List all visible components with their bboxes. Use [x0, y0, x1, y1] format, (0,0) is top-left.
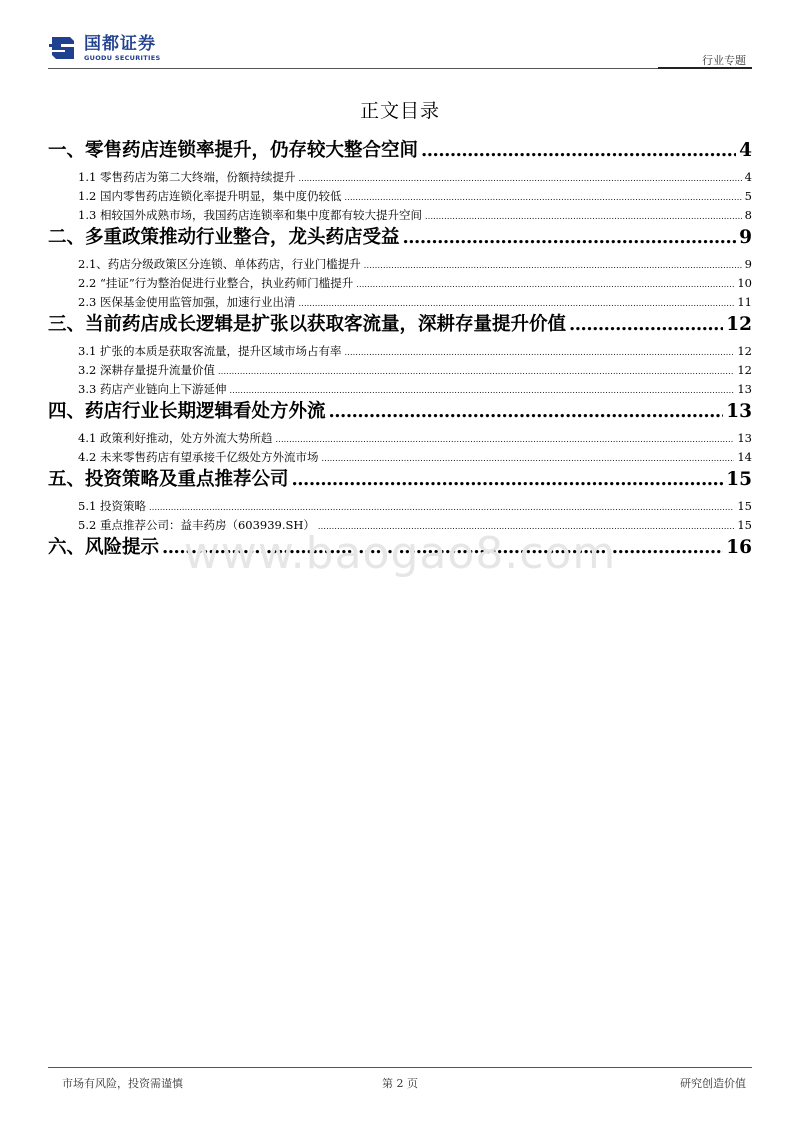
toc-entry-page: 12 [737, 344, 752, 358]
toc-entry-label: 1.2 国内零售药店连锁化率提升明显，集中度仍较低 [78, 189, 342, 203]
toc-leader-dots [321, 449, 734, 468]
toc-entry-page: 10 [737, 276, 752, 290]
toc-leader-dots [364, 256, 742, 275]
toc-entry[interactable] [48, 187, 752, 206]
page-number: 第 2 页 [382, 1077, 418, 1090]
toc-entry-label: 五、投资策略及重点推荐公司 [48, 469, 289, 490]
toc-entry-page: 4 [739, 140, 752, 161]
toc-leader-dots [149, 498, 734, 517]
toc-entry[interactable] [48, 168, 752, 187]
toc-entry-label: 3.3 药店产业链向上下游延伸 [78, 382, 227, 396]
footer-disclaimer: 市场有风险，投资需谨慎 [62, 1077, 183, 1090]
toc-entry-page: 15 [737, 499, 752, 513]
footer-divider [48, 1067, 752, 1068]
toc-entry-page: 14 [737, 450, 752, 464]
toc-entry-label: 5.1 投资策略 [78, 499, 146, 513]
toc-leader-dots [344, 188, 741, 207]
toc-entry[interactable] [48, 361, 752, 380]
toc-entry-page: 11 [737, 295, 752, 309]
toc-entry-label: 六、风险提示 [48, 537, 160, 558]
footer-slogan: 研究创造价值 [680, 1077, 746, 1090]
toc-entry-page: 12 [726, 314, 752, 335]
toc-leader-dots [425, 207, 742, 226]
logo-chinese-name: 国都证券 [84, 34, 156, 54]
toc-entry-label: 2.1、药店分级政策区分连锁、单体药店，行业门槛提升 [78, 257, 361, 271]
toc-entry-page: 15 [726, 469, 752, 490]
toc-entry-label: 四、药店行业长期逻辑看处方外流 [48, 401, 326, 422]
toc-entry-label: 二、多重政策推动行业整合，龙头药店受益 [48, 227, 400, 248]
toc-entry-label: 2.3 医保基金使用监管加强，加速行业出清 [78, 295, 296, 309]
toc-entry[interactable] [48, 255, 752, 274]
toc-leader-dots [298, 169, 741, 188]
table-of-contents [48, 138, 752, 565]
toc-leader-dots [298, 294, 734, 313]
toc-entry[interactable] [48, 429, 752, 448]
toc-leader-dots [329, 399, 724, 425]
page-header [48, 30, 752, 70]
toc-entry[interactable] [48, 274, 752, 293]
toc-entry-page: 8 [744, 208, 752, 222]
toc-title: 正文目录 [359, 100, 440, 122]
toc-entry-page: 13 [726, 401, 752, 422]
toc-leader-dots [218, 362, 734, 381]
guodu-logo-icon [48, 34, 78, 62]
toc-entry-label: 3.1 扩张的本质是获取客流量，提升区域市场占有率 [78, 344, 342, 358]
toc-entry-label: 一、零售药店连锁率提升，仍存较大整合空间 [48, 140, 419, 161]
toc-entry-page: 13 [737, 431, 752, 445]
toc-entry[interactable] [48, 467, 752, 497]
toc-entry[interactable] [48, 138, 752, 168]
toc-entry[interactable] [48, 497, 752, 516]
toc-leader-dots [275, 430, 734, 449]
report-category: 行业专题 [702, 54, 746, 67]
toc-entry[interactable] [48, 380, 752, 399]
toc-entry[interactable] [48, 312, 752, 342]
toc-entry-label: 4.1 政策利好推动，处方外流大势所趋 [78, 431, 273, 445]
watermark: www.baogao8.com [183, 528, 617, 579]
company-logo [48, 34, 160, 62]
toc-leader-dots [421, 138, 736, 164]
toc-entry-label: 1.3 相较国外成熟市场，我国药店连锁率和集中度都有较大提升空间 [78, 208, 422, 222]
toc-entry-page: 13 [737, 382, 752, 396]
header-divider-accent [658, 67, 752, 69]
toc-entry-label: 5.2 重点推荐公司：益丰药房（603939.SH） [78, 518, 315, 532]
toc-entry[interactable] [48, 206, 752, 225]
toc-leader-dots [229, 381, 734, 400]
toc-leader-dots [356, 275, 734, 294]
toc-leader-dots [403, 225, 737, 251]
toc-leader-dots [569, 312, 723, 338]
toc-entry-page: 16 [726, 537, 752, 558]
toc-entry-label: 2.2 “挂证”行为整治促进行业整合，执业药师门槛提升 [78, 276, 354, 290]
toc-entry-page: 12 [737, 363, 752, 377]
toc-entry-page: 9 [739, 227, 752, 248]
toc-entry-page: 4 [744, 170, 752, 184]
toc-entry-label: 4.2 未来零售药店有望承接千亿级处方外流市场 [78, 450, 319, 464]
toc-leader-dots [344, 343, 734, 362]
logo-english-name: GUODU SECURITIES [84, 54, 161, 62]
toc-entry-label: 三、当前药店成长逻辑是扩张以获取客流量，深耕存量提升价值 [48, 314, 567, 335]
toc-entry[interactable] [48, 399, 752, 429]
toc-entry-page: 9 [744, 257, 752, 271]
toc-entry[interactable] [48, 448, 752, 467]
toc-entry-label: 1.1 零售药店为第二大终端，份额持续提升 [78, 170, 296, 184]
toc-leader-dots [292, 467, 724, 493]
header-divider [48, 68, 752, 69]
toc-entry-page: 5 [744, 189, 752, 203]
toc-entry[interactable] [48, 342, 752, 361]
toc-entry-page: 15 [737, 518, 752, 532]
toc-entry[interactable] [48, 293, 752, 312]
toc-entry[interactable] [48, 225, 752, 255]
toc-entry-label: 3.2 深耕存量提升流量价值 [78, 363, 215, 377]
